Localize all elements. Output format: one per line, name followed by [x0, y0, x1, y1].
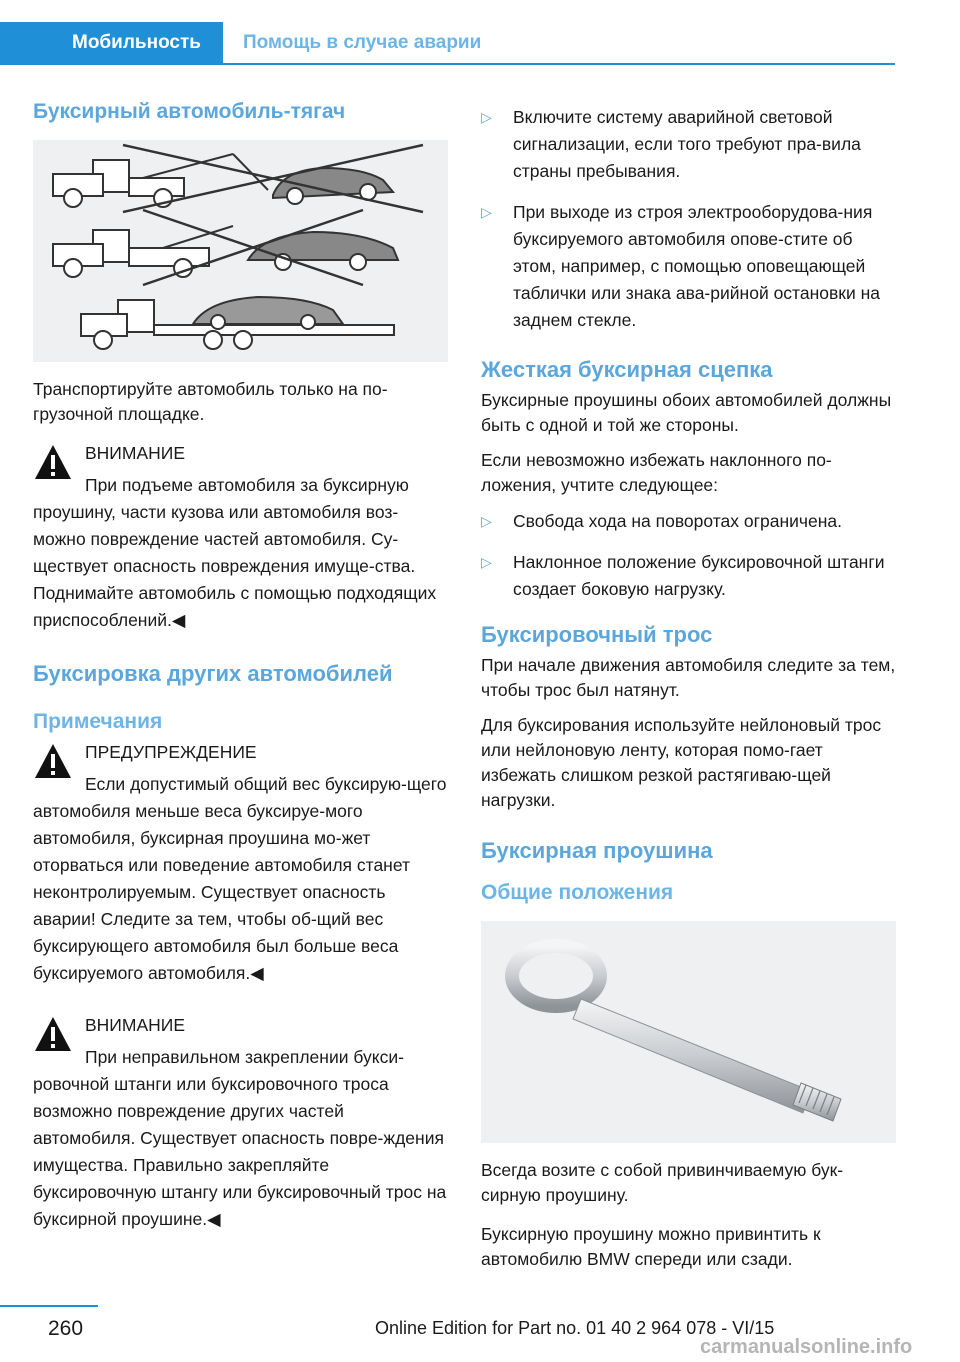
warning-text: Если допустимый общий вес буксирую-щего автомобиля меньше веса буксируе-мого автомобиля, буксирная проушина мо-жет оторваться или поведение автомобиля станет неконтролируемым. Существует опасность аварии! Следите за тем, чтобы об-щий вес буксирующего автомобиля был больше веса буксируемого автомобиля.◀ [33, 774, 447, 983]
heading-notes: Примечания [33, 710, 163, 733]
tow-truck-drawing [33, 140, 448, 362]
bullet-list-2 [481, 508, 896, 603]
list-item: ▷ Наклонное положение буксировочной штанги создает боковую нагрузку. [481, 549, 896, 603]
heading-tow-eye: Буксирная проушина [481, 838, 713, 863]
tow-eye-paragraph-1: Всегда возите с собой привинчиваемую бук-сирную проушину. [481, 1160, 844, 1205]
rigid-paragraph-2: Если невозможно избежать наклонного по-ложения, учтите следующее: [481, 450, 832, 495]
triangle-bullet-icon: ▷ [481, 554, 492, 570]
warning-block-1 [33, 441, 448, 634]
header-divider [0, 63, 895, 65]
rigid-paragraph-1: Буксирные проушины обоих автомобилей должны быть с одной и той же стороны. [481, 390, 892, 435]
edition-footer: Online Edition for Part no. 01 40 2 964 078 - VI/15 [375, 1318, 775, 1338]
heading-rigid-tow-bar: Жесткая буксирная сцепка [481, 357, 773, 382]
watermark: carmanualsonline.info [700, 1336, 913, 1358]
page-number: 260 [48, 1317, 84, 1340]
heading-general: Общие положения [481, 881, 674, 904]
warning-title: ВНИМАНИЕ [85, 443, 186, 463]
transport-note: Транспортируйте автомобиль только на по-грузочной площадке. [33, 379, 388, 424]
triangle-bullet-icon: ▷ [481, 204, 492, 220]
warning-triangle-icon [33, 1015, 73, 1053]
tow-eye-drawing [481, 921, 896, 1143]
warning-triangle-icon [33, 443, 73, 481]
tow-eye-illustration [481, 921, 896, 1143]
warning-title: ПРЕДУПРЕЖДЕНИЕ [85, 742, 257, 762]
page-number-divider [0, 1305, 98, 1307]
warning-block-3 [33, 1013, 448, 1233]
warning-block-2 [33, 740, 448, 987]
bullet-list-1 [481, 104, 896, 334]
right-column [481, 104, 896, 1286]
tab-mobility[interactable]: Мобильность [0, 22, 223, 64]
tow-eye-paragraph-2: Буксирную проушину можно привинтить к автомобилю BMW спереди или сзади. [481, 1224, 821, 1269]
tow-truck-illustration [33, 140, 448, 362]
warning-title: ВНИМАНИЕ [85, 1015, 186, 1035]
rope-paragraph-1: При начале движения автомобиля следите за тем, чтобы трос был натянут. [481, 655, 896, 700]
triangle-bullet-icon: ▷ [481, 109, 492, 125]
triangle-bullet-icon: ▷ [481, 513, 492, 529]
list-item: ▷ Свобода хода на поворотах ограничена. [481, 508, 896, 535]
rope-paragraph-2: Для буксирования используйте нейлоновый трос или нейлоновую ленту, которая помо-гает избежать слишком резкой растягиваю-щей нагрузки. [481, 715, 882, 810]
list-item: ▷ Включите систему аварийной световой сигнализации, если того требуют пра-вила страны пребывания. [481, 104, 896, 185]
warning-text: При подъеме автомобиля за буксирную проушину, части кузова или автомобиля воз-можно повреждение частей автомобиля. Су-ществует опасность повреждения имуще-ства. Поднимайте автомобиль с помощью подходящих приспособлений.◀ [33, 475, 437, 630]
tab-breakdown-assistance[interactable]: Помощь в случае аварии [242, 32, 482, 53]
heading-towing-other-vehicles: Буксировка других автомобилей [33, 661, 393, 686]
left-column [33, 98, 448, 1253]
heading-tow-rope: Буксировочный трос [481, 622, 713, 647]
warning-text: При неправильном закреплении букси-ровочной штанги или буксировочного троса возможно повреждение других частей автомобиля. Существует опасность повре-ждения имущества. Правильно закрепляйте буксировочную штангу или буксировочный трос на буксирной проушине.◀ [33, 1047, 447, 1229]
warning-triangle-icon [33, 742, 73, 780]
heading-tow-truck: Буксирный автомобиль-тягач [33, 100, 346, 123]
header-tabs [0, 22, 501, 64]
list-item: ▷ При выходе из строя электрооборудова-ния буксируемого автомобиля опове-стите об этом, например, с помощью оповещающей таблички или знака ава-рийной остановки на заднем стекле. [481, 199, 896, 334]
